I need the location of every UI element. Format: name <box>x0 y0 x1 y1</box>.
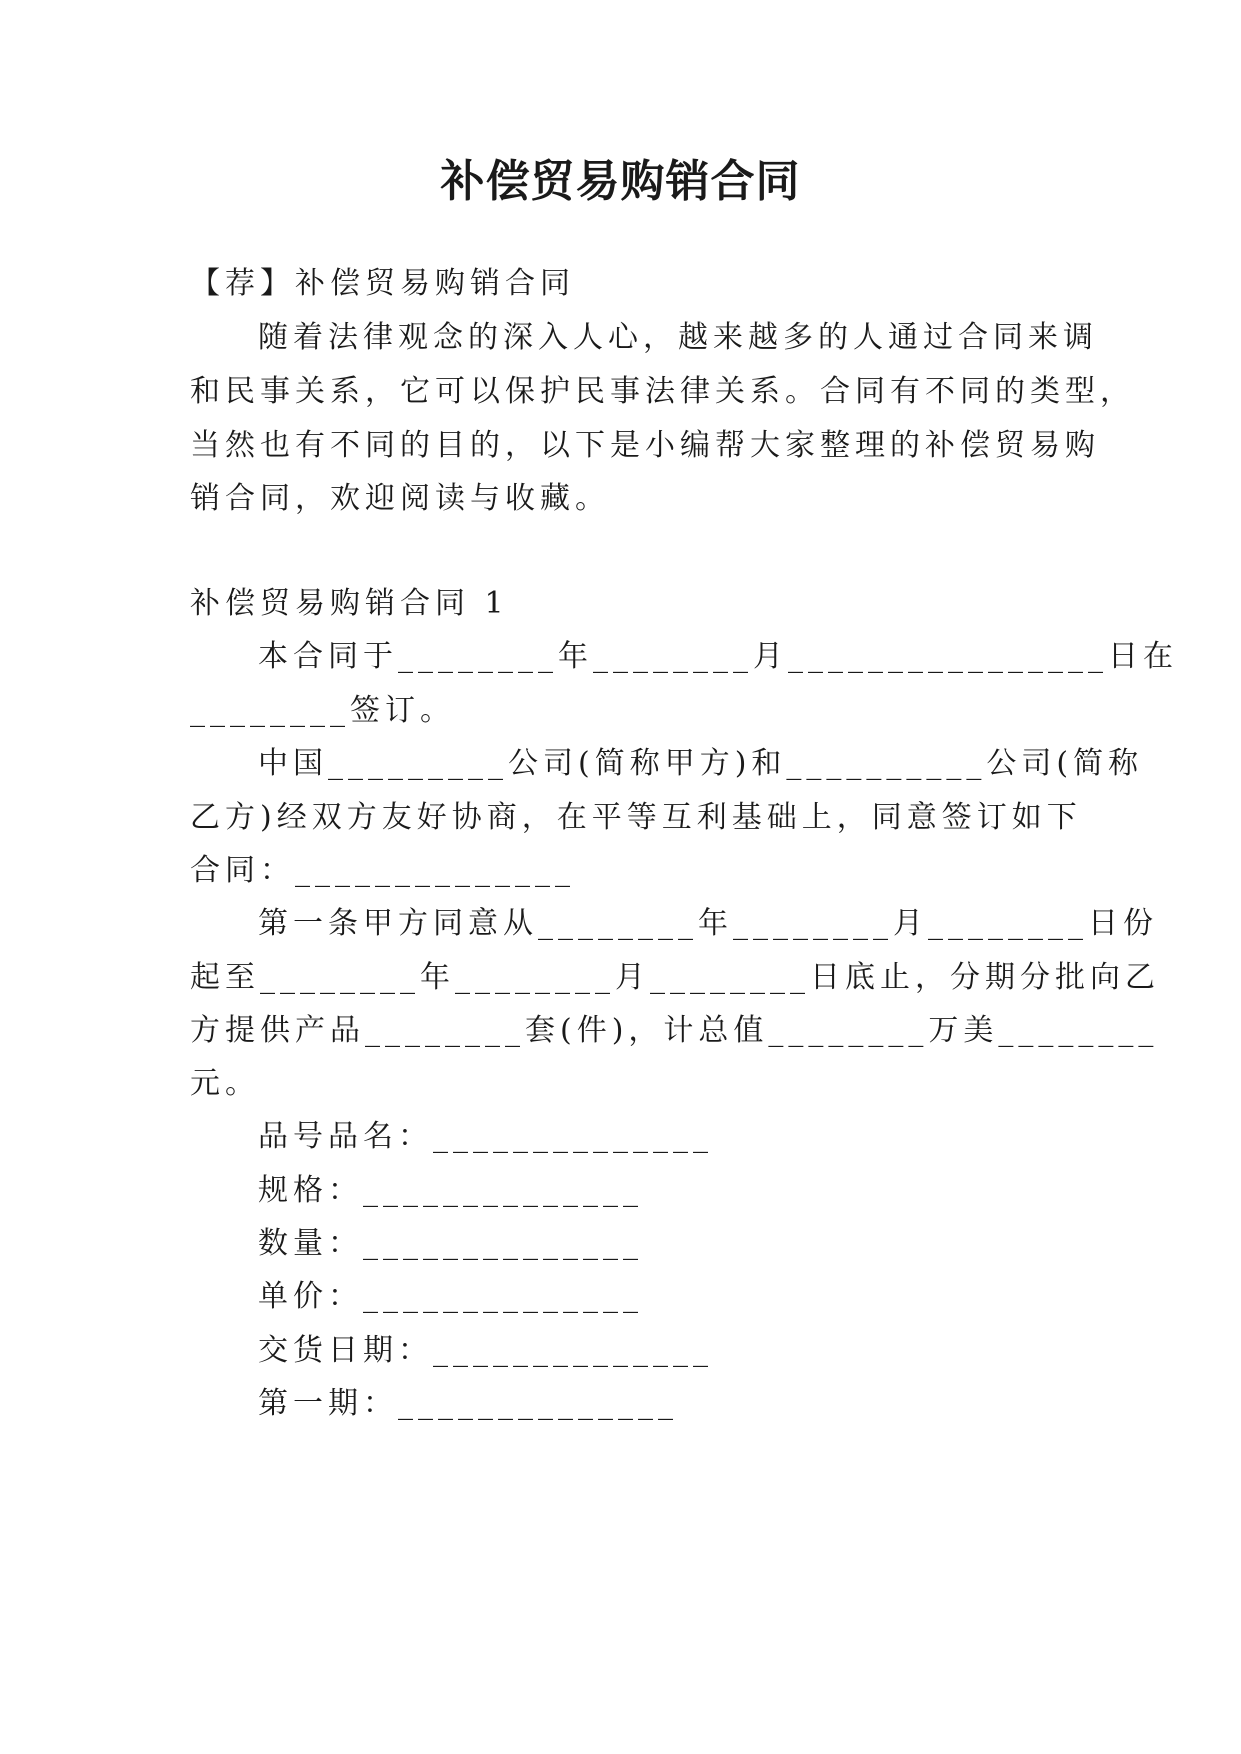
body-line-4: 乙方)经双方友好协商，在平等互利基础上，同意签订如下 <box>190 800 1082 835</box>
intro-line-1: 随着法律观念的深入人心，越来越多的人通过合同来调 <box>258 320 1098 355</box>
field-first-period: 第一期：______________ <box>258 1386 678 1421</box>
section-heading: 补偿贸易购销合同 1 <box>190 586 509 621</box>
intro-heading: 【荐】补偿贸易购销合同 <box>190 266 575 301</box>
body-line-1: 本合同于________年________月________________日在 <box>258 639 1178 674</box>
field-delivery-date: 交货日期：______________ <box>258 1333 713 1368</box>
body-line-6: 第一条甲方同意从________年________月________日份 <box>258 906 1158 941</box>
body-line-5: 合同：______________ <box>190 853 575 888</box>
intro-line-2: 和民事关系，它可以保护民事法律关系。合同有不同的类型， <box>190 374 1135 409</box>
intro-line-3: 当然也有不同的目的，以下是小编帮大家整理的补偿贸易购 <box>190 428 1100 463</box>
body-line-9: 元。 <box>190 1066 260 1101</box>
field-unit-price: 单价：______________ <box>258 1279 643 1314</box>
body-line-3: 中国_________公司(简称甲方)和__________公司(简称 <box>258 746 1144 781</box>
field-spec: 规格：______________ <box>258 1173 643 1208</box>
field-quantity: 数量：______________ <box>258 1226 643 1261</box>
body-line-8: 方提供产品________套(件)，计总值________万美________ <box>190 1013 1159 1048</box>
body-line-7: 起至________年________月________日底止，分期分批向乙 <box>190 960 1160 995</box>
intro-line-4: 销合同，欢迎阅读与收藏。 <box>190 481 610 516</box>
field-product-name: 品号品名：______________ <box>258 1119 713 1154</box>
document-title: 补偿贸易购销合同 <box>440 156 801 207</box>
body-line-2: ________签订。 <box>190 693 455 728</box>
